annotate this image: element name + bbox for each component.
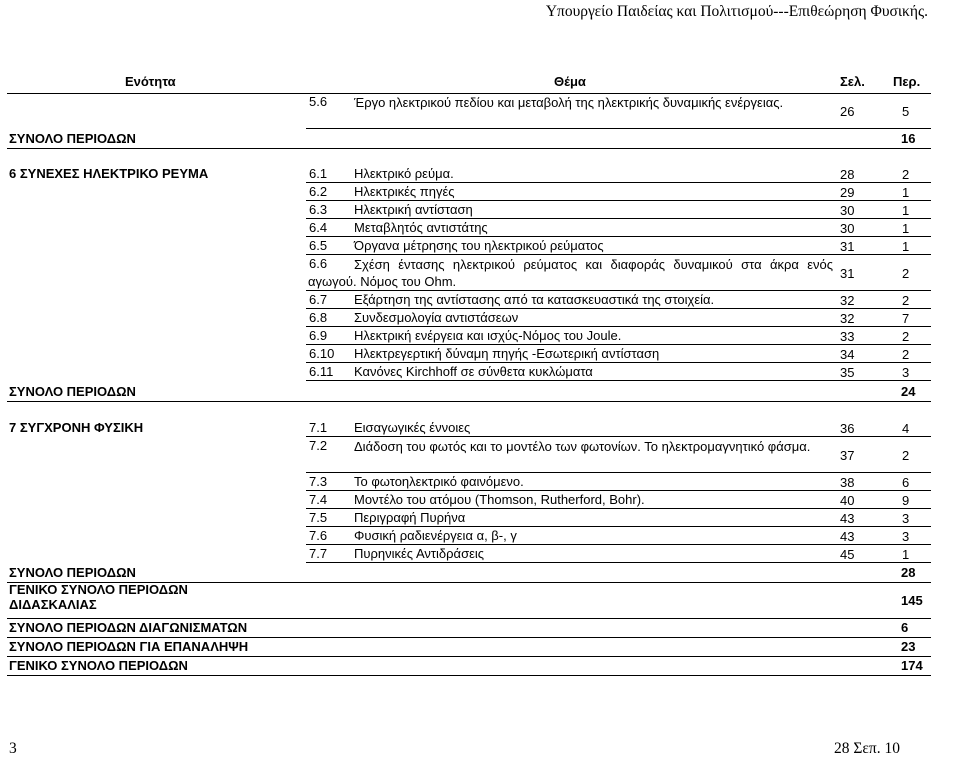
page-value: 40 [840, 492, 855, 508]
total-row [7, 618, 931, 638]
periods-value: 2 [902, 265, 910, 281]
total-value: 145 [901, 592, 923, 608]
total-row [7, 129, 931, 149]
topic-number: 5.6 [309, 94, 328, 109]
topic-number: 7.7 [309, 546, 328, 561]
table-row [7, 291, 931, 309]
column-header-topic: Θέμα [554, 74, 586, 89]
topic-title: Εξάρτηση της αντίστασης από τα κατασκευαστικά της στοιχεία. [354, 292, 715, 307]
topic-number: 6.9 [309, 328, 328, 343]
total-value: 16 [901, 131, 916, 146]
periods-value: 6 [902, 474, 910, 490]
page-value: 28 [840, 166, 855, 182]
topic-title: Μοντέλο του ατόμου (Thomson, Rutherford, Bohr). [354, 492, 645, 507]
topic-number: 6.11 [309, 364, 334, 379]
page-value: 37 [840, 447, 855, 463]
topic-title: Διάδοση του φωτός και το μοντέλο των φωτονίων. Το ηλεκτρομαγνητικό φάσμα. [354, 439, 811, 454]
total-label: ΓΕΝΙΚΟ ΣΥΝΟΛΟ ΠΕΡΙΟΔΩΝ ΔΙΔΑΣΚΑΛΙΑΣ [9, 582, 188, 612]
topic-number: 6.4 [309, 220, 328, 235]
topic-number: 6.6 [309, 256, 328, 271]
topic-number: 7.2 [309, 438, 328, 453]
topic-title: Περιγραφή Πυρήνα [354, 510, 466, 525]
periods-value: 2 [902, 447, 910, 463]
topic-number: 6.8 [309, 310, 328, 325]
topic-number: 7.6 [309, 528, 328, 543]
table-row [7, 201, 931, 219]
topic-number: 7.5 [309, 510, 328, 525]
page-value: 29 [840, 184, 855, 200]
total-label: ΣΥΝΟΛΟ ΠΕΡΙΟΔΩΝ [9, 383, 136, 399]
page-value: 43 [840, 528, 855, 544]
topic-number: 7.4 [309, 492, 328, 507]
topic-title: Κανόνες Kirchhoff σε σύνθετα κυκλώματα [354, 364, 593, 379]
table-row [7, 309, 931, 327]
page-value: 34 [840, 346, 855, 362]
total-label: ΣΥΝΟΛΟ ΠΕΡΙΟΔΩΝ [9, 565, 136, 580]
table-row [7, 419, 931, 437]
total-value: 24 [901, 383, 916, 399]
page-value: 32 [840, 310, 855, 326]
table-row [7, 165, 931, 183]
column-header-periods: Περ. [893, 74, 921, 89]
page-value: 45 [840, 546, 855, 562]
page-value: 35 [840, 364, 855, 380]
table-row [7, 183, 931, 201]
page-value: 31 [840, 238, 855, 254]
periods-value: 1 [902, 238, 910, 254]
page-value: 43 [840, 510, 855, 526]
page-value: 26 [840, 103, 855, 119]
topic-number: 6.1 [309, 166, 328, 181]
column-header-page: Σελ. [840, 74, 865, 89]
topic-title: Συνδεσμολογία αντιστάσεων [354, 310, 519, 325]
periods-value: 1 [902, 220, 910, 236]
total-row [7, 381, 931, 402]
unit-title: 6 ΣΥΝΕΧΕΣ ΗΛΕΚΤΡΙΚΟ ΡΕΥΜΑ [9, 166, 209, 181]
topic-title: Σχέση έντασης ηλεκτρικού ρεύματος και διαφοράς δυναμικού στα άκρα ενός αγωγού. Νόμος του Ohm. [308, 257, 833, 289]
topic-title: Πυρηνικές Αντιδράσεις [354, 546, 485, 561]
topic-number: 7.3 [309, 474, 328, 489]
topic-number: 6.10 [309, 346, 335, 361]
topic-title: Ηλεκτρικό ρεύμα. [354, 166, 454, 181]
topic-title: Ηλεκτρεγερτική δύναμη πηγής -Εσωτερική αντίσταση [354, 346, 660, 361]
table-row [7, 345, 931, 363]
periods-value: 7 [902, 310, 910, 326]
page-value: 33 [840, 328, 855, 344]
table-row [7, 437, 931, 473]
topic-title: Όργανα μέτρησης του ηλεκτρικού ρεύματος [354, 238, 604, 253]
page-value: 30 [840, 202, 855, 218]
topic-title: Ηλεκτρική αντίσταση [354, 202, 473, 217]
topic-number: 6.3 [309, 202, 328, 217]
total-label: ΣΥΝΟΛΟ ΠΕΡΙΟΔΩΝ ΔΙΑΓΩΝΙΣΜΑΤΩΝ [9, 620, 248, 635]
periods-value: 3 [902, 364, 910, 380]
topic-number: 6.2 [309, 184, 328, 199]
periods-value: 3 [902, 528, 910, 544]
topic-title: Εισαγωγικές έννοιες [354, 420, 471, 435]
periods-value: 3 [902, 510, 910, 526]
total-row [7, 656, 931, 676]
periods-value: 2 [902, 292, 910, 308]
topic-title: Ηλεκτρικές πηγές [354, 184, 455, 199]
table-row [7, 219, 931, 237]
periods-value: 9 [902, 492, 910, 508]
periods-value: 4 [902, 420, 910, 436]
column-header-unit: Ενότητα [125, 74, 176, 89]
total-label: ΣΥΝΟΛΟ ΠΕΡΙΟΔΩΝ ΓΙΑ ΕΠΑΝΑΛΗΨΗ [9, 639, 249, 654]
page-value: 31 [840, 265, 855, 281]
topic-title: Έργο ηλεκτρικού πεδίου και μεταβολή της ηλεκτρικής δυναμικής ενέργειας. [354, 95, 784, 110]
total-value: 6 [901, 620, 909, 635]
topic-number: 6.5 [309, 238, 328, 253]
table-row [7, 473, 931, 491]
periods-value: 2 [902, 328, 910, 344]
topic-number: 6.7 [309, 292, 328, 307]
periods-value: 5 [902, 103, 910, 119]
curriculum-table [7, 74, 931, 673]
total-label: ΓΕΝΙΚΟ ΣΥΝΟΛΟ ΠΕΡΙΟΔΩΝ [9, 658, 188, 673]
table-row [7, 255, 931, 291]
table-row [7, 237, 931, 255]
total-row [7, 582, 931, 619]
table-row [7, 509, 931, 527]
total-row [7, 637, 931, 657]
topic-title: Μεταβλητός αντιστάτης [354, 220, 488, 235]
table-row [7, 545, 931, 563]
unit-title: 7 ΣΥΓΧΡΟΝΗ ΦΥΣΙΚΗ [9, 420, 144, 435]
total-value: 174 [901, 658, 923, 673]
total-label: ΣΥΝΟΛΟ ΠΕΡΙΟΔΩΝ [9, 131, 136, 146]
total-value: 23 [901, 639, 916, 654]
page-value: 30 [840, 220, 855, 236]
periods-value: 1 [902, 184, 910, 200]
periods-value: 2 [902, 346, 910, 362]
table-header-row [7, 74, 931, 94]
table-row [7, 527, 931, 545]
page-value: 32 [840, 292, 855, 308]
page-value: 36 [840, 420, 855, 436]
table-row [7, 363, 931, 381]
periods-value: 1 [902, 546, 910, 562]
document-header: Υπουργείο Παιδείας και Πολιτισμού---Επιθεώρηση Φυσικής. [545, 3, 928, 20]
page-value: 38 [840, 474, 855, 490]
topic-title: Το φωτοηλεκτρικό φαινόμενο. [354, 474, 524, 489]
footer-date: 28 Σεπ. 10 [834, 740, 900, 757]
periods-value: 2 [902, 166, 910, 182]
topic-number: 7.1 [309, 420, 328, 435]
total-row [7, 563, 931, 583]
table-row [7, 491, 931, 509]
table-row [7, 327, 931, 345]
periods-value: 1 [902, 202, 910, 218]
topic-title: Ηλεκτρική ενέργεια και ισχύς-Νόμος του Joule. [354, 328, 622, 343]
page-number: 3 [9, 740, 17, 757]
topic-title: Φυσική ραδιενέργεια α, β-, γ [354, 528, 517, 543]
total-value: 28 [901, 565, 916, 580]
table-row [7, 93, 931, 129]
